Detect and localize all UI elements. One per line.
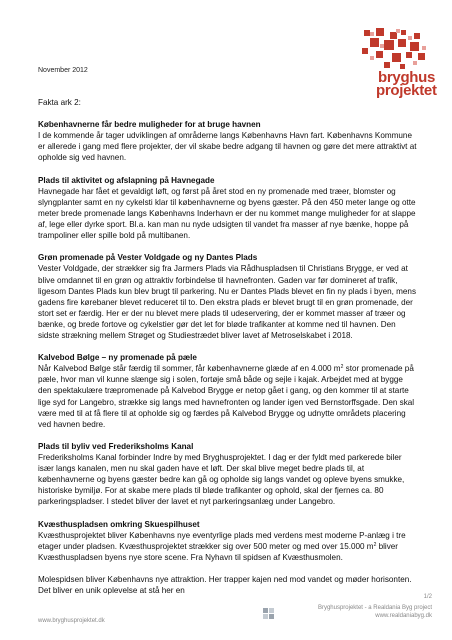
section-heading: Plads til byliv ved Frederiksholms Kanal [38, 441, 194, 451]
section-body: Havnegade har fået et gevaldigt løft, og først på året stod en ny promenade med træer, blomster og slyngplanter samt en ny cykelsti klar til københavnerne og byens gæster. På den 450 meter lange og otte meter brede promenade langs Københavns Inderhavn er der nu kommet mange muligheder for at slappe af, lege eller dyrke sport. Bl.a. kan man nu nyde udsigten til vandet fra masser af nye bænke, hoppe på trampoliner eller spille bold på multibanen. [38, 186, 416, 241]
page-number: 1/2 [423, 594, 432, 600]
footer-credit-line: Bryghusprojektet - a Realdania Byg project [317, 605, 432, 611]
logo-squares-mark [334, 26, 434, 74]
superscript: 2 [373, 541, 377, 548]
logo-word-bryghus: bryghus [378, 69, 436, 86]
footer-website-link[interactable]: www.bryghusprojektet.dk [38, 618, 105, 624]
section-heading: Kalvebod Bølge – ny promenade på pæle [38, 353, 197, 363]
document-date: November 2012 [38, 67, 88, 74]
bryghusprojektet-logo [334, 26, 437, 99]
fact-sheet-label: Fakta ark 2: [38, 98, 81, 107]
section-heading: Plads til aktivitet og afslapning på Havnegade [38, 175, 215, 185]
section-body [38, 363, 418, 430]
section-heading: Kvæsthuspladsen omkring Skuespilhuset [38, 519, 200, 529]
section-body: Frederiksholms Kanal forbinder Indre by med Bryghusprojektet. I dag er der fyldt med parkerede biler især langs kanalen, men nu skal gaden have et løft. Der skal blive meget bedre plads til, at københavnerne og byens gæster bedre kan gå og opholde sig langs vandet og opleve byens smukke, historiske bymiljø. For at skabe mere plads til bløde trafikanter og ophold, skal der fjernes ca. 80 parkeringspladser. I stedet bliver der lavet et nyt parkeringsanlæg under Langebro. [38, 453, 405, 507]
footer-realdania-link[interactable]: www.realdaniabyg.dk [375, 613, 432, 619]
logo-word-projektet: projektet [376, 82, 437, 99]
section-heading: Københavnerne får bedre muligheder for at bruge havnen [38, 120, 261, 130]
section-body: Vester Voldgade, der strækker sig fra Jarmers Plads via Rådhuspladsen til Christians Brygge, er ved at blive omdannet til en grøn og attraktiv forbindelse til havnefronten. Gaden var før domineret af trafik, ligesom Dantes Plads kun blev brugt til parkering. Nu er Dantes Plads blevet en fin ny plads i byen, mens gadens fire kørebaner blevet reduceret til to. Den ekstra plads er blevet brugt til en grøn promenade, der stort set er færdig. Her er der nu blevet mere plads til udeservering, der er kommet masser af træer og bænke, og brede fortove og cykelstier gør det let for bløde trafikanter at komme ned til havnen. Den sidste strækning mellem Strøget og Studiestrædet bliver lavet af Metroselskabet i 2018. [38, 264, 417, 340]
realdania-byg-logo [262, 606, 280, 622]
closing-paragraph: Molespidsen bliver Københavns nye attraktion. Her trapper kajen ned mod vandet og møder horisonten. Det bliver en unik oplevelse at stå her en [38, 575, 412, 596]
section-body: I de kommende år tager udviklingen af områderne langs Københavns Havn fart. Københavns Kommune er allerede i gang med flere projekter, der vil skabe bedre adgang til havnen og gøre det mere attraktivt at opholde sig ved havnen. [38, 131, 417, 163]
footer-credits [318, 604, 432, 620]
document-body [38, 97, 418, 596]
body-text: stor promenade på pæle, hvor man vil kunne slænge sig i solen, fortøje små både og sejle i kajak. Arbejdet med at bygge den spektakulære træpromenade på Kalvebod Brygge er netop gået i gang, og den kommer til at starte lige syd for Langebro, strække sig langs med havnefronten og lander igen ved Bernstorffsgade. Den skal være med til at få flere til at opholde sig og færdes på Kalvebod Brygge og udnytte områdets placering ved havnen bedre. [38, 364, 415, 429]
section-body [38, 530, 418, 563]
section-heading: Grøn promenade på Vester Voldgade og ny Dantes Plads [38, 253, 258, 263]
superscript: 2 [340, 364, 344, 371]
body-text: Kvæsthusprojektet bliver Københavns nye eventyrlige plads med verdens mest moderne P-anlæg i tre etager under pladsen. Kvæsthusprojektet strækker sig over 500 meter og med over 15.000 m [38, 530, 406, 551]
body-text: bliver Kvæsthuspladsen byens nye store scene. Fra Nyhavn til spidsen af Kvæsthusmolen. [38, 541, 399, 562]
body-text: Når Kalvebod Bølge står færdig til sommer, får københavnerne glæde af en 4.000 m [38, 364, 341, 374]
